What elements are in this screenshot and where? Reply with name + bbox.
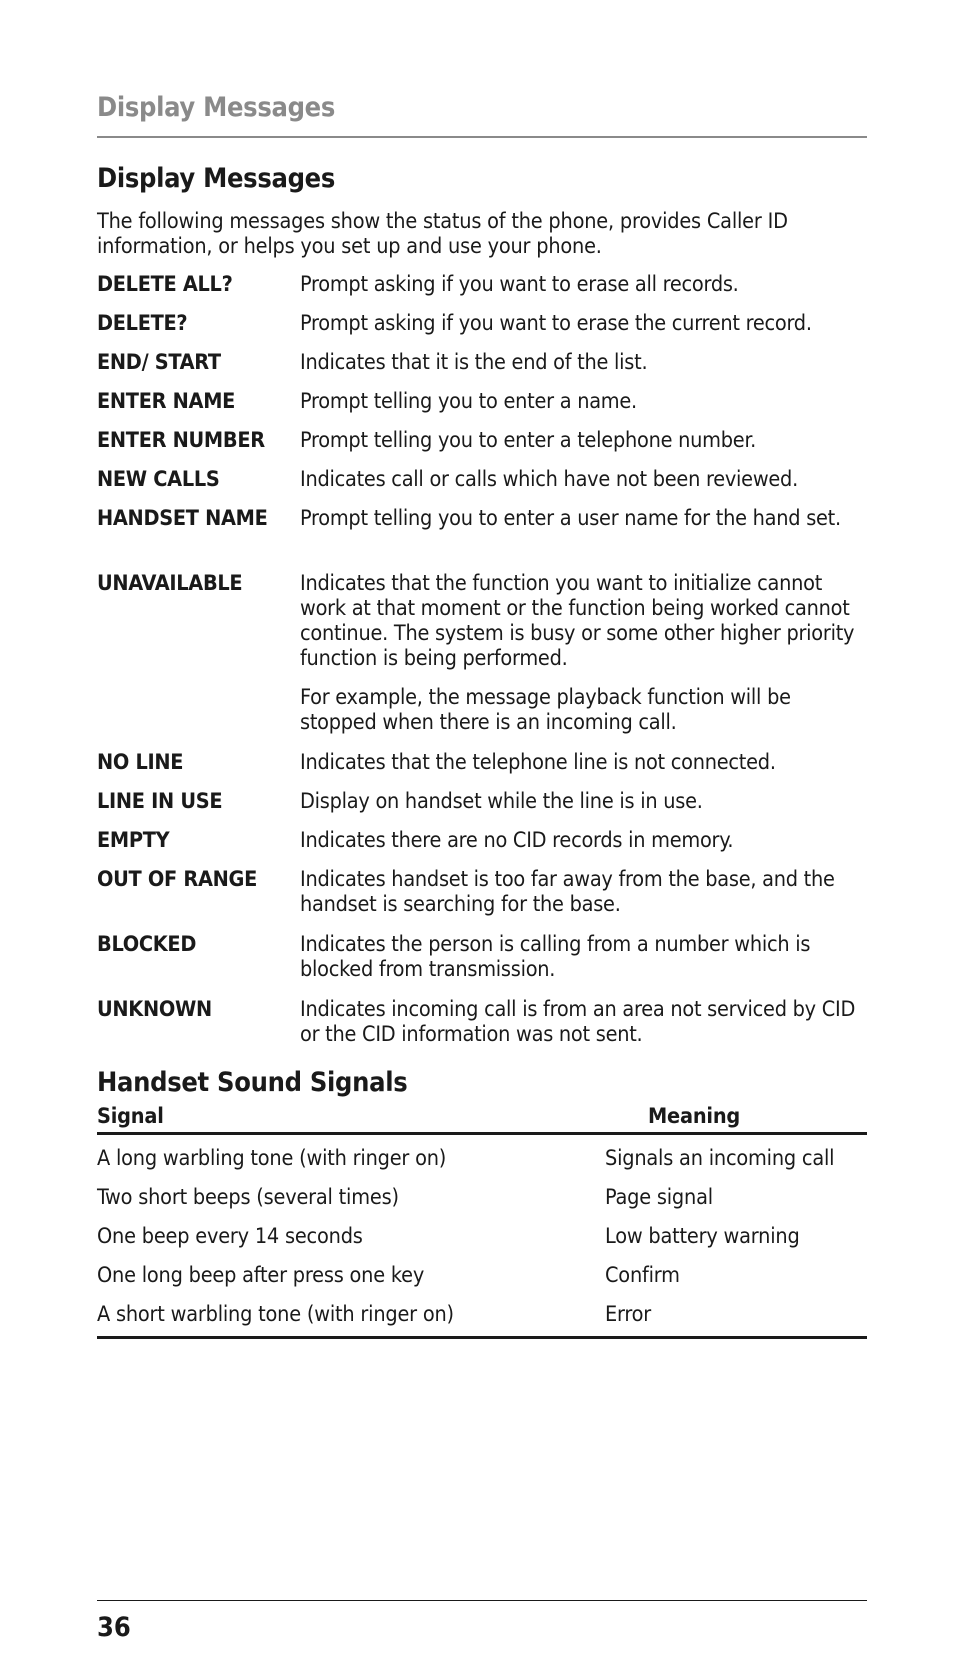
meaning-cell: Low battery warning (605, 1224, 800, 1249)
message-description: Prompt asking if you want to erase all records. (300, 272, 739, 297)
display-messages-title: Display Messages (97, 163, 336, 194)
signal-cell: A long warbling tone (with ringer on) (97, 1146, 447, 1171)
message-term: NO LINE (97, 750, 184, 775)
meaning-column-header: Meaning (648, 1104, 741, 1129)
table-top-rule (97, 1132, 867, 1135)
message-description: Display on handset while the line is in use. (300, 789, 703, 814)
message-term: DELETE? (97, 311, 188, 336)
message-term: NEW CALLS (97, 467, 220, 492)
message-term: UNKNOWN (97, 997, 212, 1022)
page-number: 36 (97, 1612, 131, 1643)
message-term: EMPTY (97, 828, 170, 853)
meaning-cell: Confirm (605, 1263, 680, 1288)
message-term: UNAVAILABLE (97, 571, 243, 596)
signal-column-header: Signal (97, 1104, 164, 1129)
meaning-cell: Page signal (605, 1185, 713, 1210)
message-term: END/ START (97, 350, 221, 375)
message-description: Prompt telling you to enter a telephone number. (300, 428, 757, 453)
running-header: Display Messages (97, 92, 336, 123)
message-term: ENTER NUMBER (97, 428, 265, 453)
signal-cell: One beep every 14 seconds (97, 1224, 363, 1249)
message-term: OUT OF RANGE (97, 867, 258, 892)
manual-page (97, 0, 867, 1670)
footer-rule (97, 1600, 867, 1601)
message-description: Indicates that the telephone line is not connected. (300, 750, 776, 775)
message-description: Indicates handset is too far away from the base, and the handset is searching for the base. (300, 867, 835, 917)
signal-cell: A short warbling tone (with ringer on) (97, 1302, 454, 1327)
header-rule (97, 136, 867, 138)
message-term: LINE IN USE (97, 789, 223, 814)
message-term: ENTER NAME (97, 389, 236, 414)
message-term: DELETE ALL? (97, 272, 233, 297)
signal-cell: Two short beeps (several times) (97, 1185, 399, 1210)
message-description: Indicates there are no CID records in memory. (300, 828, 734, 853)
message-description: Indicates call or calls which have not been reviewed. (300, 467, 798, 492)
message-description: Prompt asking if you want to erase the current record. (300, 311, 812, 336)
message-description: Indicates that it is the end of the list. (300, 350, 648, 375)
table-bottom-rule (97, 1336, 867, 1339)
message-term: HANDSET NAME (97, 506, 268, 531)
meaning-cell: Signals an incoming call (605, 1146, 835, 1171)
message-description: Indicates that the function you want to initialize cannot work at that moment or the function being worked cannot continue. The system is busy or some other higher priority function is being performed. (300, 571, 855, 671)
sound-signals-title: Handset Sound Signals (97, 1067, 408, 1098)
message-description: Prompt telling you to enter a name. (300, 389, 637, 414)
message-term: BLOCKED (97, 932, 197, 957)
message-description: Indicates the person is calling from a number which is blocked from transmission. (300, 932, 811, 982)
message-description: For example, the message playback function will be stopped when there is an incoming call. (300, 685, 791, 735)
meaning-cell: Error (605, 1302, 652, 1327)
message-description: Prompt telling you to enter a user name for the hand set. (300, 506, 841, 531)
signal-cell: One long beep after press one key (97, 1263, 425, 1288)
message-description: Indicates incoming call is from an area not serviced by CID or the CID information was not sent. (300, 997, 856, 1047)
display-messages-intro: The following messages show the status of the phone, provides Caller ID information, or helps you set up and use your phone. (97, 209, 788, 259)
